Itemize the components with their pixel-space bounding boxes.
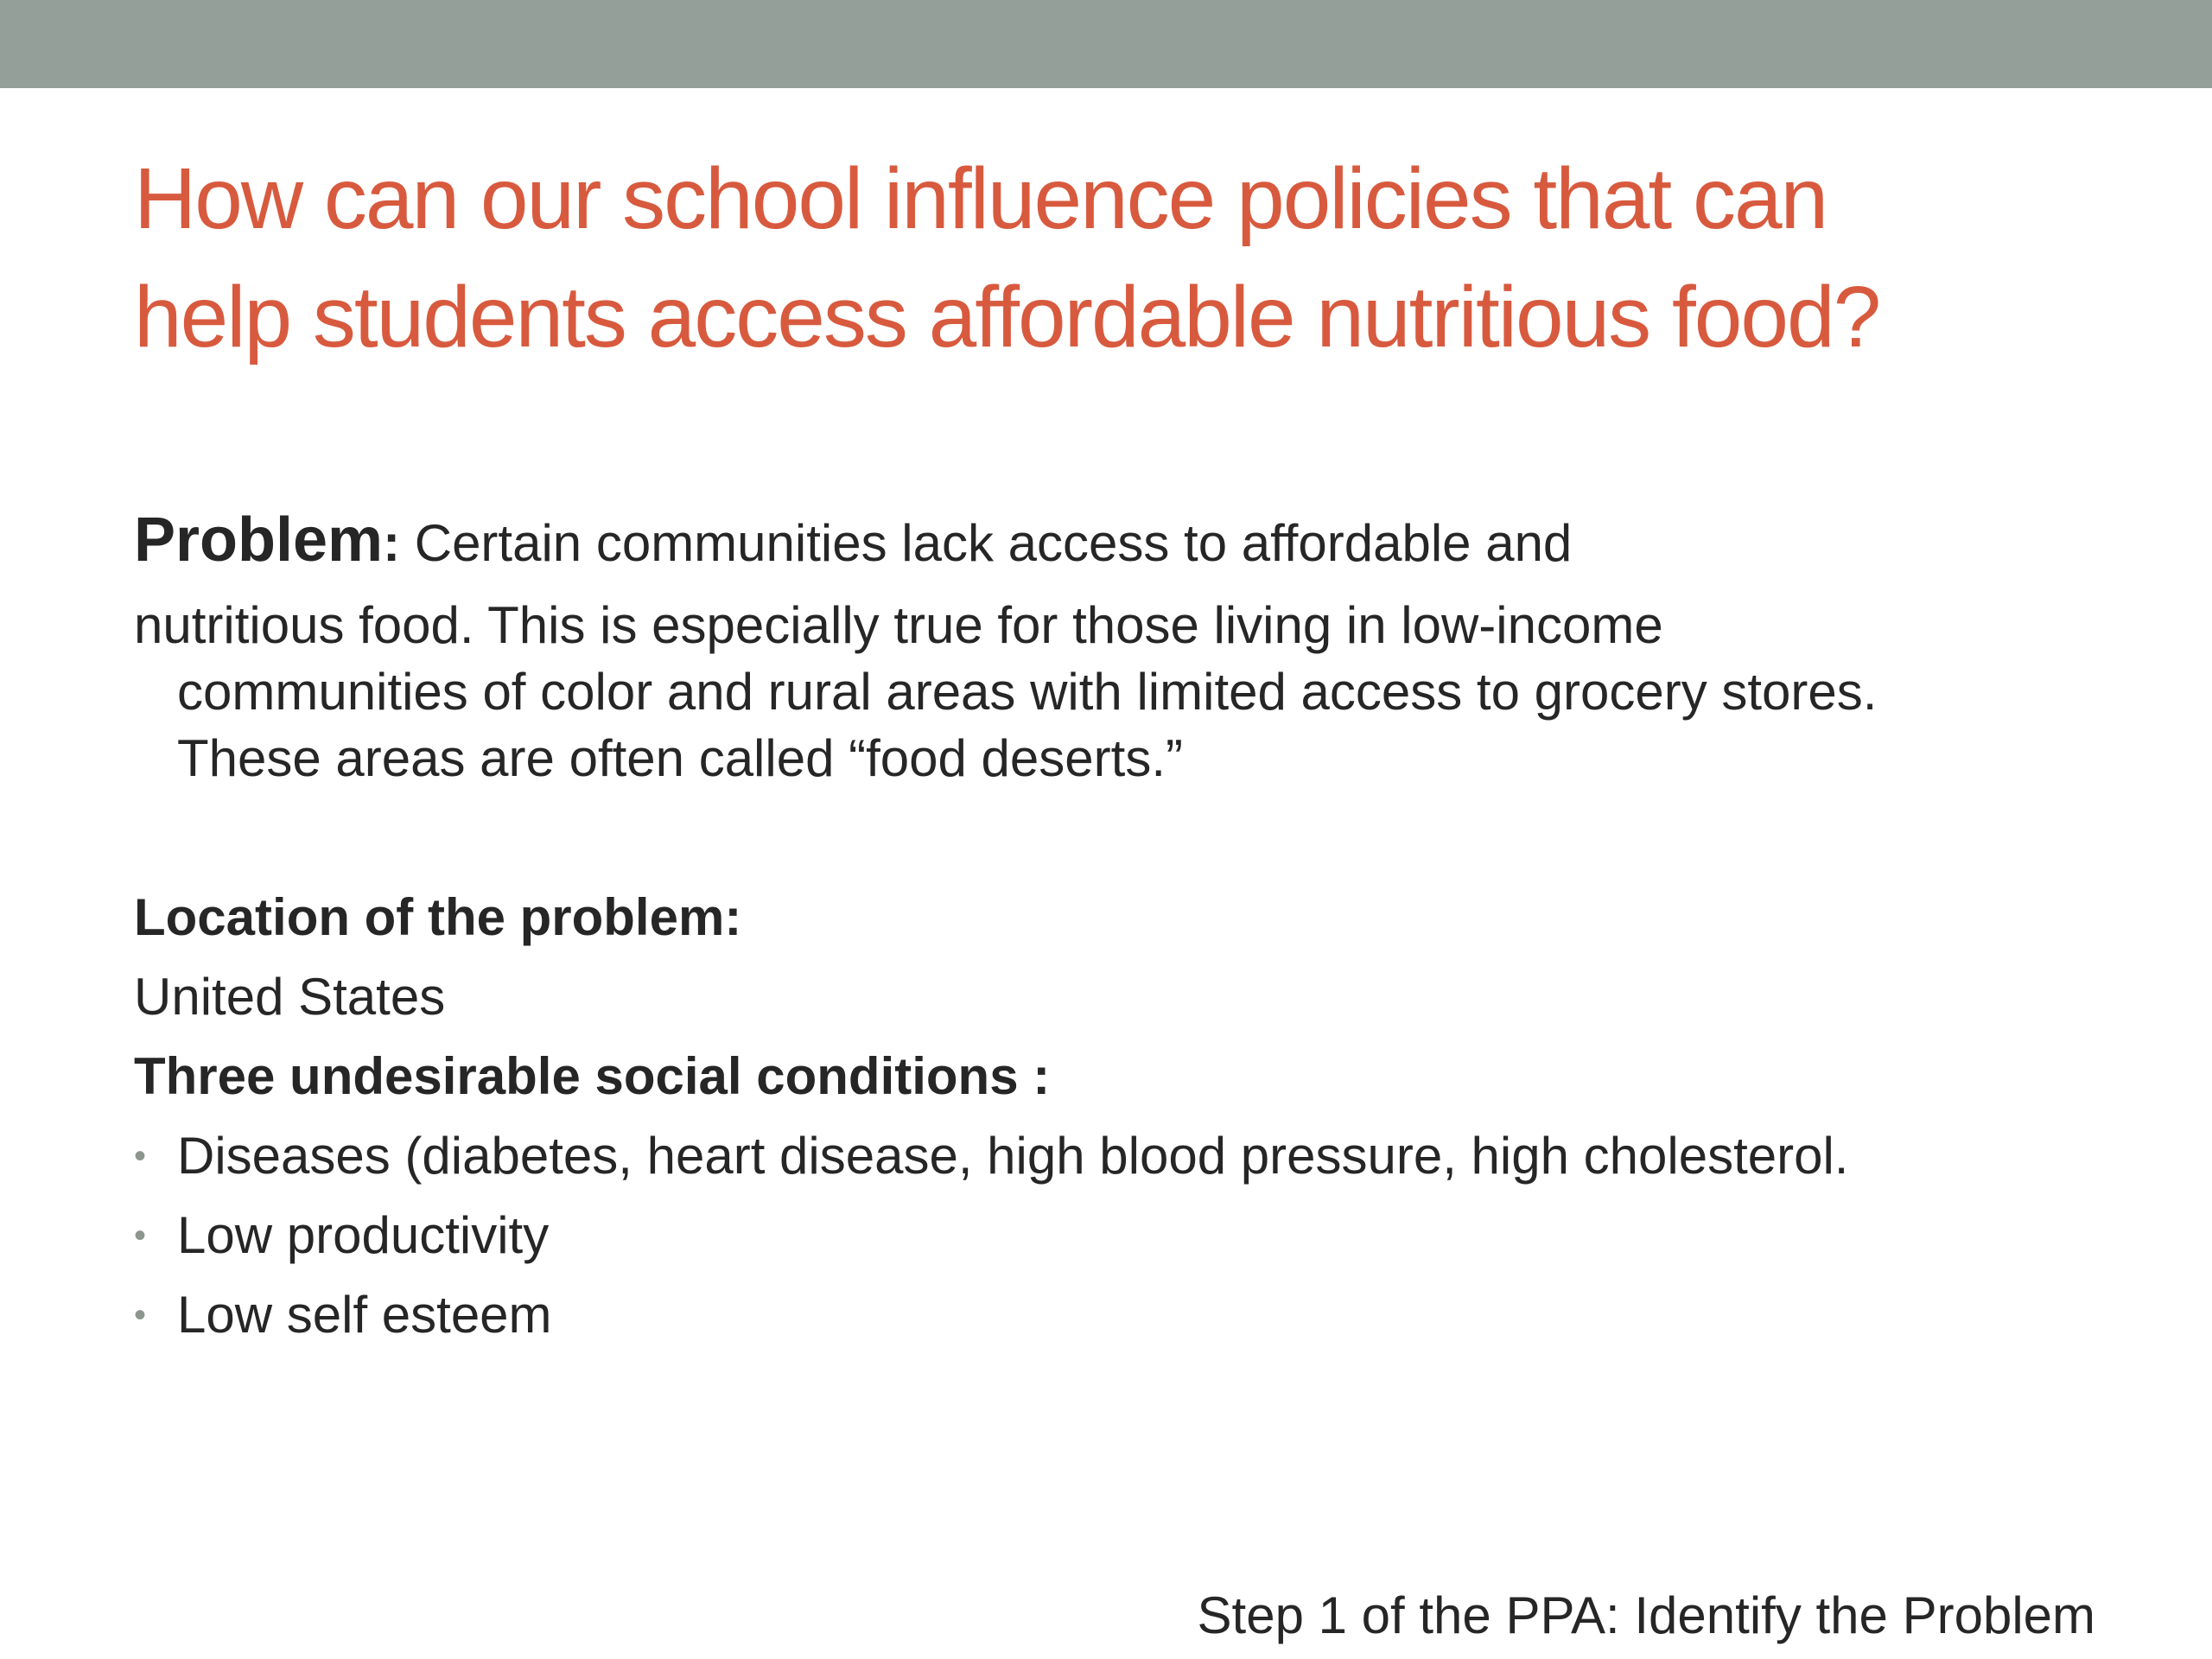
condition-text: Low productivity bbox=[177, 1206, 550, 1264]
problem-colon: : bbox=[383, 514, 401, 572]
problem-text-line-2: nutritious food. This is especially true for those living in low-income bbox=[134, 596, 1663, 654]
problem-statement bbox=[134, 497, 1572, 587]
header-band bbox=[0, 0, 2212, 88]
location-value: United States bbox=[134, 968, 446, 1026]
condition-text: Diseases (diabetes, heart disease, high blood pressure, high cholesterol. bbox=[177, 1127, 1849, 1185]
bullet-icon: • bbox=[134, 1137, 147, 1175]
conditions-label: Three undesirable social conditions : bbox=[134, 1047, 1051, 1105]
bullet-icon: • bbox=[134, 1217, 147, 1255]
problem-text-line-1: Certain communities lack access to affordable and bbox=[414, 514, 1573, 572]
slide-title-line-2: help students access affordable nutritious food? bbox=[134, 269, 1880, 365]
list-item bbox=[134, 1282, 1848, 1362]
conditions-list bbox=[134, 1123, 1848, 1362]
problem-label: Problem bbox=[134, 505, 384, 575]
problem-text-line-3: communities of color and rural areas with limited access to grocery stores. bbox=[177, 663, 1878, 721]
slide-title-line-1: How can our school influence policies that can bbox=[134, 150, 1827, 247]
list-item bbox=[134, 1123, 1848, 1203]
slide-footer: Step 1 of the PPA: Identify the Problem bbox=[1197, 1586, 2095, 1644]
problem-text-line-4: These areas are often called “food deserts.” bbox=[177, 729, 1183, 787]
list-item bbox=[134, 1203, 1848, 1282]
location-label: Location of the problem: bbox=[134, 888, 742, 946]
condition-text: Low self esteem bbox=[177, 1286, 552, 1344]
slide-title bbox=[134, 140, 2121, 377]
bullet-icon: • bbox=[134, 1296, 147, 1334]
